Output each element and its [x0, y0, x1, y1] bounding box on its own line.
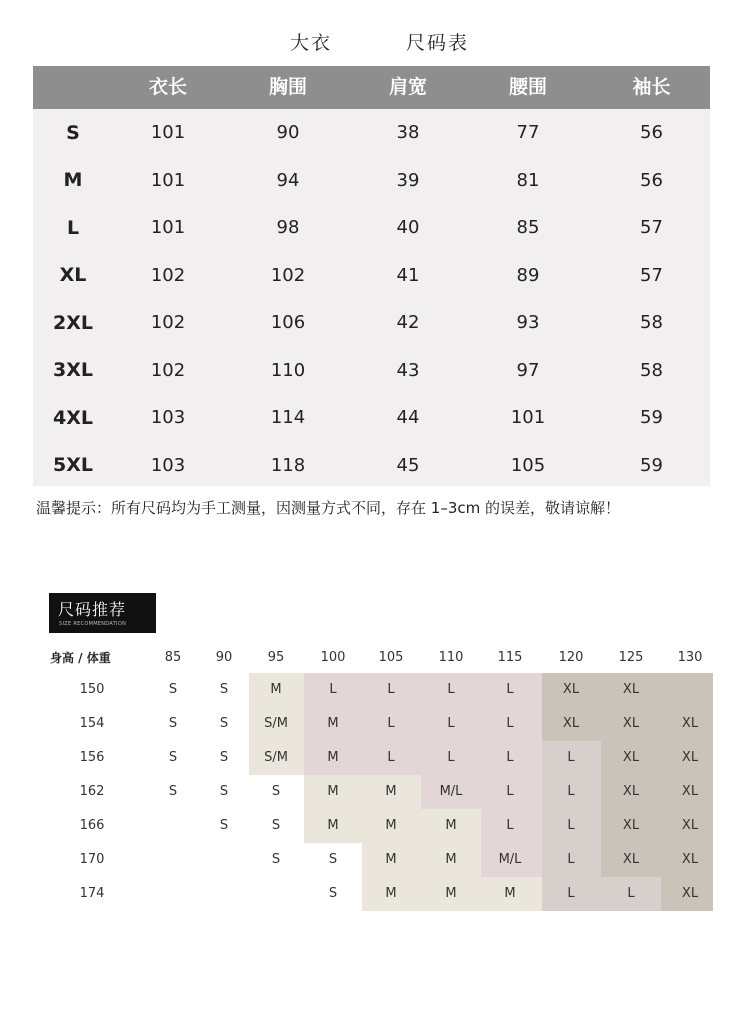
table-cell: 58 [640, 359, 663, 381]
weight-header: 120 [558, 650, 584, 665]
table-cell: 42 [396, 312, 420, 334]
size-recommendation-cell: XL [681, 886, 699, 901]
height-label: 162 [79, 784, 105, 799]
size-recommendation-cell: L [567, 852, 575, 867]
header-chest: 胸围 [268, 76, 307, 98]
table-cell: 101 [150, 122, 186, 144]
table-cell: 105 [510, 454, 546, 476]
size-recommendation-cell: XL [622, 852, 640, 867]
weight-header: 100 [320, 650, 346, 665]
height-weight-label: 身高 / 体重 [50, 651, 111, 665]
table-cell: 43 [396, 359, 420, 381]
size-recommendation-cell: XL [622, 750, 640, 765]
size-recommendation-cell: L [329, 682, 337, 697]
height-label: 174 [79, 886, 105, 901]
table-cell: 98 [276, 217, 300, 239]
size-recommendation-cell: S [168, 784, 178, 799]
size-recommendation-cell: S [219, 716, 229, 731]
table-cell: 77 [516, 122, 540, 144]
size-label: 3XL [53, 359, 93, 382]
size-recommendation-cell: L [506, 716, 514, 731]
size-recommendation-cell: S [219, 784, 229, 799]
size-recommendation-cell: XL [681, 750, 699, 765]
header-length: 衣长 [148, 76, 187, 98]
table-cell: 114 [270, 407, 306, 429]
size-recommendation-cell: L [387, 716, 395, 731]
weight-header: 115 [497, 650, 523, 665]
table-cell: 89 [516, 264, 540, 286]
table-cell: 103 [150, 454, 186, 476]
size-label: 2XL [53, 311, 93, 334]
table-cell: 41 [396, 264, 420, 286]
size-recommendation-cell: M [385, 818, 397, 833]
table-cell: 81 [516, 169, 540, 191]
table-cell: 57 [640, 264, 663, 286]
size-recommendation-cell: S/M [264, 716, 288, 731]
table-cell: 57 [640, 217, 663, 239]
table-cell: 59 [640, 407, 663, 429]
table-cell: 106 [270, 312, 306, 334]
header-waist: 腰围 [508, 76, 547, 98]
size-recommendation-cell: XL [681, 852, 699, 867]
weight-header: 95 [267, 650, 285, 665]
size-recommendation-cell: XL [681, 818, 699, 833]
size-recommendation-cell: S [168, 750, 178, 765]
size-recommendation-cell: M [385, 852, 397, 867]
header-sleeve: 袖长 [632, 76, 671, 98]
size-recommendation-cell: L [447, 682, 455, 697]
table-cell: 56 [640, 169, 663, 191]
size-recommendation-cell: M [445, 886, 457, 901]
table-cell: 93 [516, 312, 540, 334]
table-cell: 101 [150, 217, 186, 239]
height-label: 166 [79, 818, 105, 833]
size-label: L [66, 216, 80, 239]
table-cell: 38 [396, 122, 420, 144]
table-cell: 102 [150, 312, 186, 334]
title-garment: 大衣 [290, 32, 333, 54]
size-label: XL [59, 264, 87, 287]
size-recommendation-cell: S [168, 682, 178, 697]
weight-header: 85 [164, 650, 182, 665]
size-recommendation-cell: M [327, 784, 339, 799]
size-recommendation-cell: L [387, 750, 395, 765]
table-cell: 58 [640, 312, 663, 334]
size-recommendation-cell: L [447, 716, 455, 731]
size-recommendation-cell: S [328, 852, 338, 867]
header-shoulder: 肩宽 [388, 76, 427, 98]
table-cell: 101 [150, 169, 186, 191]
weight-header: 90 [215, 650, 233, 665]
size-recommendation-cell: M [385, 784, 397, 799]
size-recommendation-cell: M [385, 886, 397, 901]
table-cell: 85 [516, 217, 540, 239]
weight-header: 105 [378, 650, 404, 665]
height-label: 150 [79, 682, 105, 697]
table-cell: 44 [396, 407, 420, 429]
size-recommendation-cell: L [506, 784, 514, 799]
height-label: 154 [79, 716, 105, 731]
size-recommendation-cell: M/L [498, 852, 522, 867]
size-recommendation-cell: M [327, 818, 339, 833]
size-recommendation-cell: L [506, 818, 514, 833]
table-cell: 118 [270, 454, 306, 476]
size-recommendation-cell: XL [681, 716, 699, 731]
size-recommendation-cell: XL [681, 784, 699, 799]
weight-header: 110 [438, 650, 464, 665]
size-recommendation-cell: S [271, 784, 281, 799]
size-label: M [63, 169, 83, 192]
size-recommendation-cell: XL [622, 784, 640, 799]
table-cell: 39 [396, 169, 420, 191]
size-label: 4XL [53, 406, 93, 429]
size-recommendation-cell: M [504, 886, 516, 901]
size-recommendation-cell: M [445, 818, 457, 833]
size-recommendation-cell: XL [622, 716, 640, 731]
weight-header: 130 [677, 650, 703, 665]
size-recommendation-cell: M/L [439, 784, 463, 799]
title-size-chart: 尺码表 [406, 32, 470, 54]
table-cell: 102 [270, 264, 306, 286]
size-recommendation-cell: M [445, 852, 457, 867]
size-label: S [66, 121, 80, 144]
size-recommendation-cell: L [506, 750, 514, 765]
size-recommendation-cell: XL [622, 682, 640, 697]
size-recommendation-cell: S [219, 682, 229, 697]
size-recommendation-cell: S [328, 886, 338, 901]
table-cell: 90 [276, 122, 300, 144]
table-cell: 102 [150, 359, 186, 381]
size-recommendation-cell: XL [562, 682, 580, 697]
size-recommendation-cell: S [271, 818, 281, 833]
table-cell: 59 [640, 454, 663, 476]
table-cell: 102 [150, 264, 186, 286]
size-recommendation-cell: M [270, 682, 282, 697]
size-label: 5XL [53, 454, 93, 477]
size-recommendation-cell: S/M [264, 750, 288, 765]
size-recommendation-cell: M [327, 750, 339, 765]
table-cell: 101 [510, 407, 546, 429]
table-cell: 97 [516, 359, 540, 381]
table-cell: 94 [276, 169, 300, 191]
size-recommendation-cell: S [168, 716, 178, 731]
size-recommendation-cell: L [567, 886, 575, 901]
size-recommendation-cell: L [567, 818, 575, 833]
size-recommendation-cell: M [327, 716, 339, 731]
size-recommendation-cell: XL [562, 716, 580, 731]
badge-title: 尺码推荐 [58, 600, 127, 619]
badge-subtitle: SIZE RECOMMENDATION [59, 621, 127, 627]
table-cell: 56 [640, 122, 663, 144]
table-cell: 45 [396, 454, 420, 476]
size-recommendation-cell: L [506, 682, 514, 697]
size-recommendation-cell: S [219, 818, 229, 833]
size-recommendation-cell: L [447, 750, 455, 765]
measurement-tip: 温馨提示：所有尺码均为手工测量，因测量方式不同，存在 1–3cm 的误差，敬请谅解！ [36, 499, 620, 517]
size-recommendation-cell: XL [622, 818, 640, 833]
size-recommendation-cell: L [627, 886, 635, 901]
size-recommendation-cell: S [219, 750, 229, 765]
size-recommendation-cell: L [567, 750, 575, 765]
height-label: 170 [79, 852, 105, 867]
weight-header: 125 [618, 650, 644, 665]
size-recommendation-cell: L [567, 784, 575, 799]
size-recommendation-cell: S [271, 852, 281, 867]
table-cell: 103 [150, 407, 186, 429]
table-cell: 40 [396, 217, 420, 239]
table-cell: 110 [270, 359, 306, 381]
size-recommendation-cell: L [387, 682, 395, 697]
height-label: 156 [79, 750, 105, 765]
